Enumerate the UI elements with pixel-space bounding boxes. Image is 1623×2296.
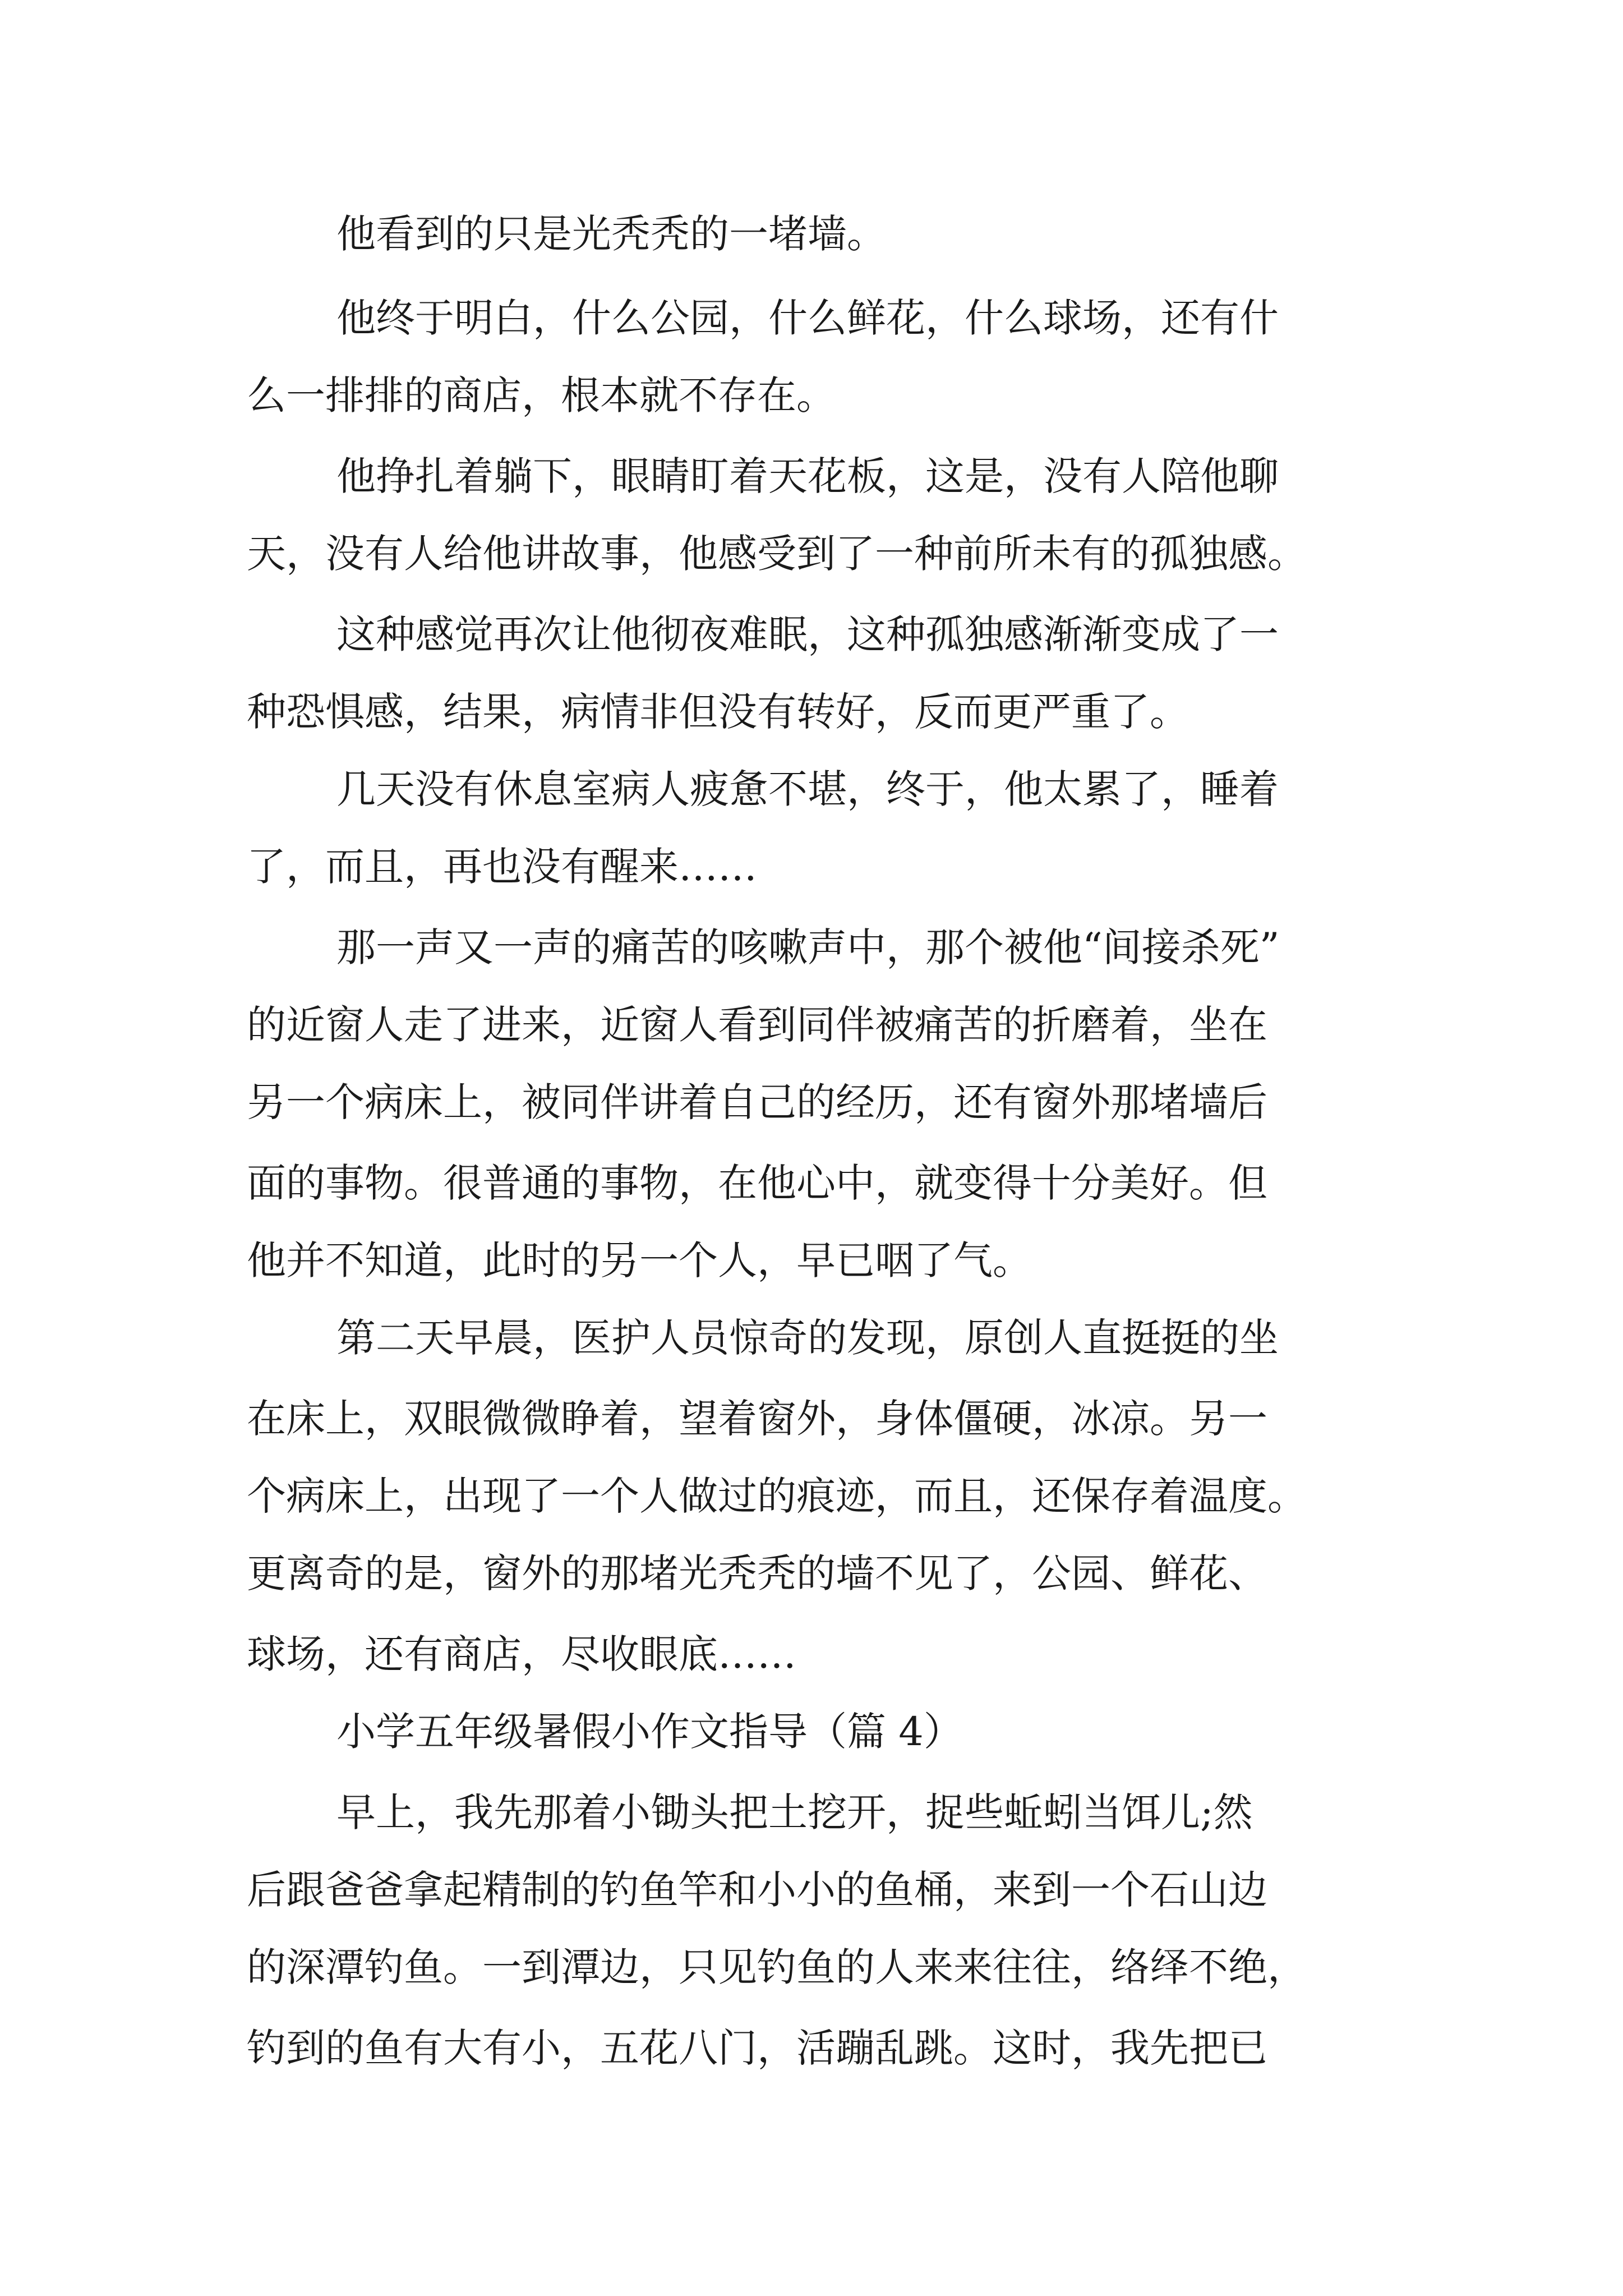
text-line: 种恐惧感，结果，病情非但没有转好，反而更严重了。 (247, 689, 1189, 735)
text-line: 另一个病床上，被同伴讲着自己的经历，还有窗外那堵墙后 (247, 1079, 1267, 1125)
text-line: 几天没有休息室病人疲惫不堪，终于，他太累了，睡着 (336, 766, 1279, 812)
text-line: 早上，我先那着小锄头把土挖开，捉些蚯蚓当饵儿;然 (336, 1789, 1253, 1835)
text-line: 球场，还有商店，尽收眼底…… (247, 1631, 796, 1677)
text-line: 第二天早晨，医护人员惊奇的发现，原创人直挺挺的坐 (336, 1315, 1279, 1361)
text-line: 后跟爸爸拿起精制的钓鱼竿和小小的鱼桶，来到一个石山边 (247, 1867, 1267, 1913)
text-line: 钓到的鱼有大有小，五花八门，活蹦乱跳。这时，我先把已 (247, 2025, 1267, 2071)
text-line: 他并不知道，此时的另一个人，早已咽了气。 (247, 1237, 1032, 1283)
text-line: 他终于明白，什么公园，什么鲜花，什么球场，还有什 (336, 295, 1279, 341)
text-line: 么一排排的商店，根本就不存在。 (247, 372, 836, 418)
text-line: 更离奇的是，窗外的那堵光秃秃的墙不见了，公园、鲜花、 (247, 1550, 1267, 1596)
text-line: 他看到的只是光秃秃的一堵墙。 (336, 211, 886, 257)
text-line: 面的事物。很普通的事物，在他心中，就变得十分美好。但 (247, 1160, 1267, 1206)
text-line: 天，没有人给他讲故事，他感受到了一种前所未有的孤独感。 (247, 531, 1307, 577)
section-heading: 小学五年级暑假小作文指导（篇 4） (336, 1709, 963, 1755)
text-line: 个病床上，出现了一个人做过的痕迹，而且，还保存着温度。 (247, 1473, 1307, 1519)
text-line: 了，而且，再也没有醒来…… (247, 844, 757, 890)
text-line: 这种感觉再次让他彻夜难眠，这种孤独感渐渐变成了一 (336, 611, 1279, 657)
text-line: 的近窗人走了进来，近窗人看到同伴被痛苦的折磨着，坐在 (247, 1002, 1267, 1048)
text-line: 在床上，双眼微微睁着，望着窗外，身体僵硬，冰凉。另一 (247, 1396, 1267, 1442)
text-line: 那一声又一声的痛苦的咳嗽声中，那个被他“间接杀死” (336, 924, 1280, 970)
text-line: 的深潭钓鱼。一到潭边，只见钓鱼的人来来往往，络绎不绝， (247, 1944, 1307, 1990)
text-line: 他挣扎着躺下，眼睛盯着天花板，这是，没有人陪他聊 (336, 453, 1279, 499)
